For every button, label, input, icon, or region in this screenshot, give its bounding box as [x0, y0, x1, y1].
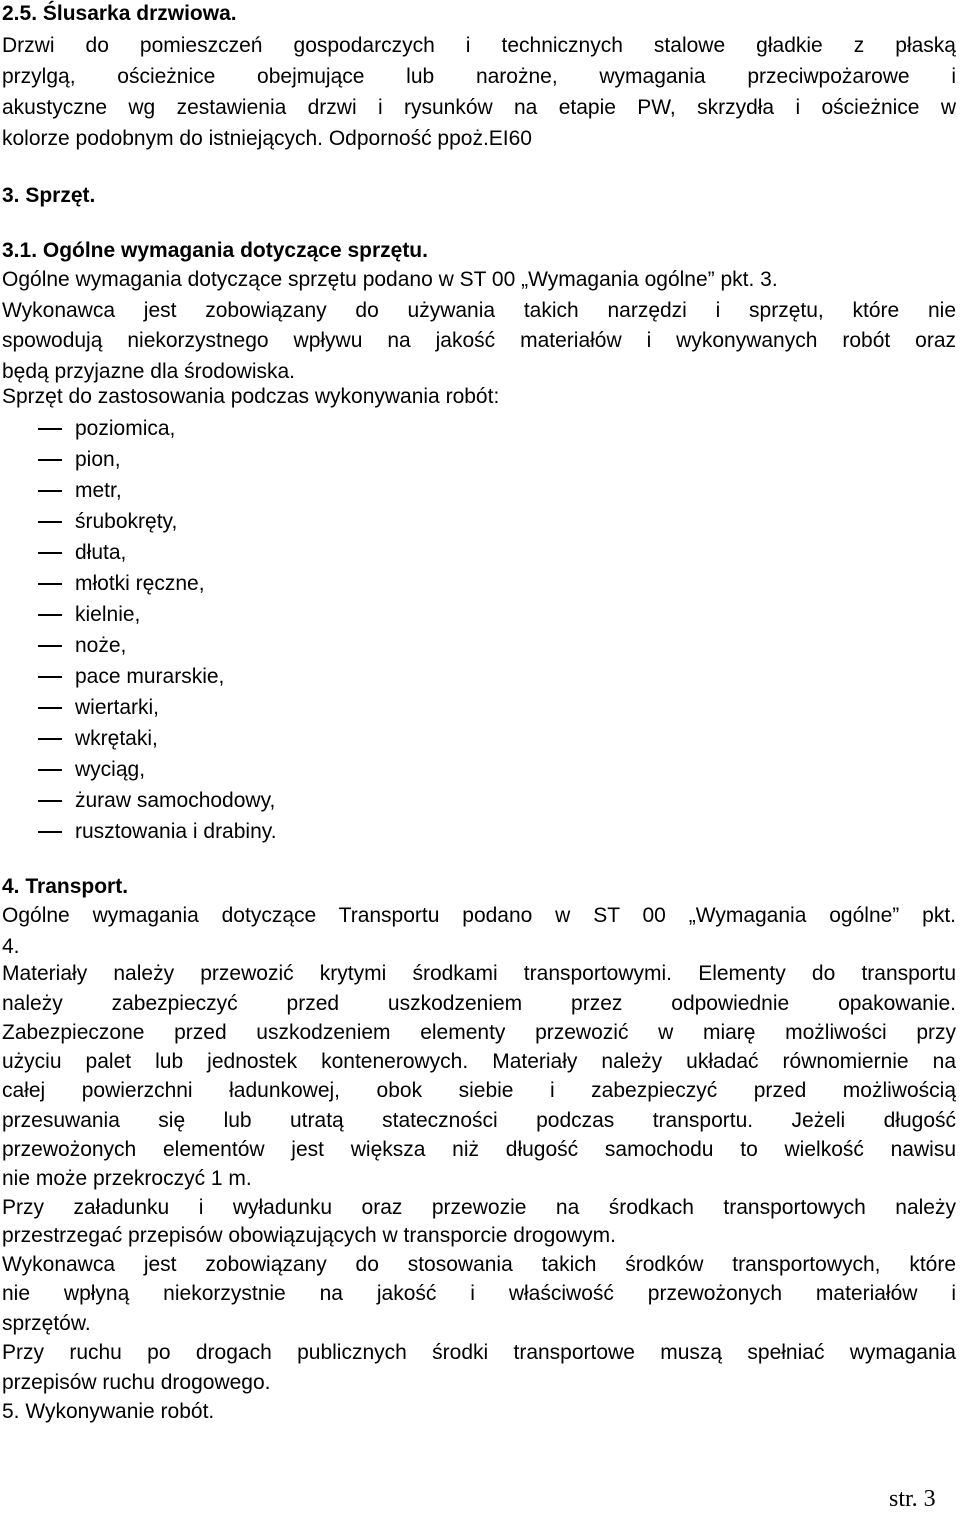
dash-bullet	[38, 583, 62, 585]
paragraph-line: Sprzęt do zastosowania podczas wykonywania robót:	[2, 385, 500, 408]
paragraph-line: przepisów ruchu drogowego.	[2, 1371, 271, 1394]
list-item: kielnie,	[75, 603, 141, 626]
dash-bullet	[38, 428, 62, 430]
section-heading-2-5: 2.5. Ślusarka drzwiowa.	[2, 2, 237, 25]
section-heading-5: 5. Wykonywanie robót.	[2, 1400, 215, 1423]
paragraph-line: kolorze podobnym do istniejących. Odporność ppoż.EI60	[2, 127, 532, 150]
list-item: poziomica,	[75, 417, 176, 440]
paragraph-line: należy zabezpieczyć przed uszkodzeniem przez odpowiednie opakowanie.	[2, 992, 956, 1015]
paragraph-line: nie może przekroczyć 1 m.	[2, 1167, 252, 1190]
paragraph-line: będą przyjazne dla środowiska.	[2, 360, 295, 383]
paragraph-line: Wykonawca jest zobowiązany do używania takich narzędzi i sprzętu, które nie	[2, 299, 956, 322]
list-item: metr,	[75, 479, 122, 502]
list-item: rusztowania i drabiny.	[75, 820, 277, 843]
page-number: str. 3	[889, 1486, 936, 1512]
paragraph-line: przewożonych elementów jest większa niż długość samochodu to wielkość nawisu	[2, 1138, 956, 1161]
dash-bullet	[38, 769, 62, 771]
paragraph-line: całej powierzchni ładunkowej, obok siebie i zabezpieczyć przed możliwością	[2, 1079, 956, 1102]
list-item: młotki ręczne,	[75, 572, 205, 595]
paragraph-line: użyciu palet lub jednostek kontenerowych. Materiały należy układać równomiernie na	[2, 1050, 956, 1073]
list-item: żuraw samochodowy,	[75, 789, 276, 812]
list-item: śrubokręty,	[75, 510, 178, 533]
dash-bullet	[38, 738, 62, 740]
list-item: noże,	[75, 634, 127, 657]
paragraph-line: przestrzegać przepisów obowiązujących w transporcie drogowym.	[2, 1224, 616, 1247]
dash-bullet	[38, 490, 62, 492]
list-item: pace murarskie,	[75, 665, 225, 688]
section-heading-4: 4. Transport.	[2, 875, 129, 898]
paragraph-line: Drzwi do pomieszczeń gospodarczych i technicznych stalowe gładkie z płaską	[2, 34, 956, 57]
dash-bullet	[38, 459, 62, 461]
section-heading-3: 3. Sprzęt.	[2, 184, 96, 207]
paragraph-line: akustyczne wg zestawienia drzwi i rysunków na etapie PW, skrzydła i ościeżnice w	[2, 96, 956, 119]
dash-bullet	[38, 831, 62, 833]
paragraph-line: Przy ruchu po drogach publicznych środki transportowe muszą spełniać wymagania	[2, 1341, 956, 1364]
dash-bullet	[38, 552, 62, 554]
paragraph-line: nie wpłyną niekorzystnie na jakość i właściwość przewożonych materiałów i	[2, 1282, 956, 1305]
paragraph-line: Ogólne wymagania dotyczące Transportu podano w ST 00 „Wymagania ogólne” pkt.	[2, 904, 956, 927]
paragraph-line: Materiały należy przewozić krytymi środkami transportowymi. Elementy do transportu	[2, 962, 956, 985]
dash-bullet	[38, 614, 62, 616]
list-item: wkrętaki,	[75, 727, 158, 750]
paragraph-line: Ogólne wymagania dotyczące sprzętu podano w ST 00 „Wymagania ogólne” pkt. 3.	[2, 268, 778, 291]
list-item: wiertarki,	[75, 696, 160, 719]
paragraph-line: przylgą, ościeżnice obejmujące lub narożne, wymagania przeciwpożarowe i	[2, 65, 956, 88]
subsection-heading-3-1: 3.1. Ogólne wymagania dotyczące sprzętu.	[2, 239, 428, 262]
dash-bullet	[38, 676, 62, 678]
paragraph-line: przesuwania się lub utratą stateczności podczas transportu. Jeżeli długość	[2, 1109, 956, 1132]
dash-bullet	[38, 707, 62, 709]
paragraph-line: Zabezpieczone przed uszkodzeniem elementy przewozić w miarę możliwości przy	[2, 1021, 956, 1044]
list-item: dłuta,	[75, 541, 127, 564]
paragraph-line: spowodują niekorzystnego wpływu na jakość materiałów i wykonywanych robót oraz	[2, 329, 956, 352]
paragraph-line: Przy załadunku i wyładunku oraz przewozie na środkach transportowych należy	[2, 1196, 956, 1219]
list-item: pion,	[75, 448, 121, 471]
dash-bullet	[38, 521, 62, 523]
dash-bullet	[38, 645, 62, 647]
dash-bullet	[38, 800, 62, 802]
paragraph-line: sprzętów.	[2, 1312, 91, 1335]
paragraph-line: 4.	[2, 935, 20, 958]
paragraph-line: Wykonawca jest zobowiązany do stosowania takich środków transportowych, które	[2, 1253, 956, 1276]
list-item: wyciąg,	[75, 758, 146, 781]
